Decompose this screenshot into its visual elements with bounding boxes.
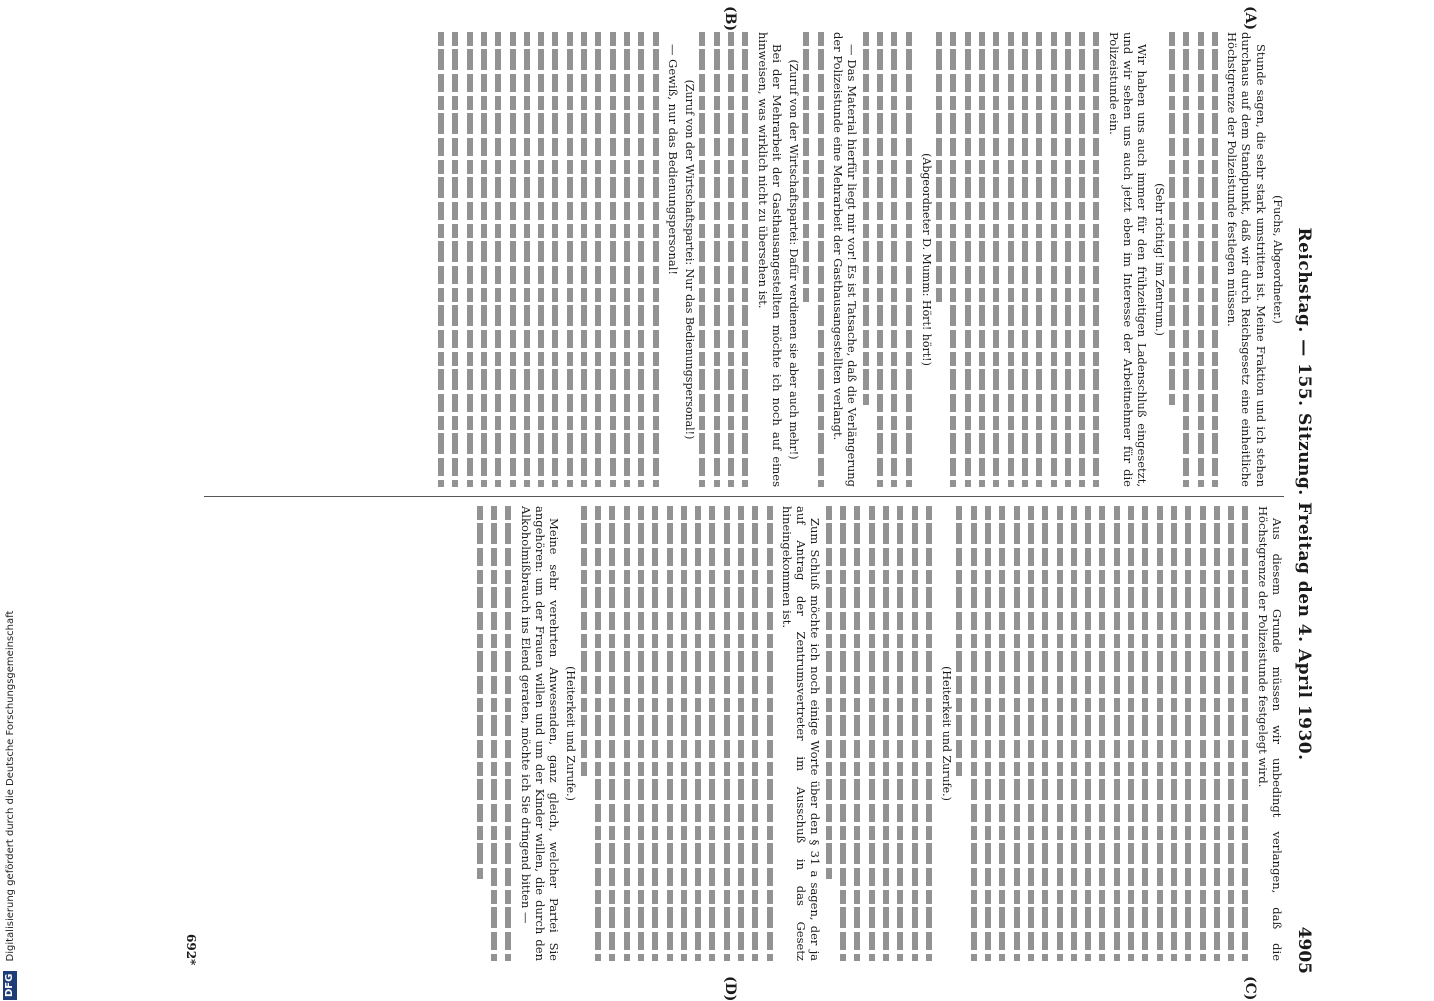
speaker-label: (Fuchs, Abgeordneter.) (1271, 195, 1284, 324)
text-line (1211, 506, 1225, 961)
text-line (1139, 506, 1153, 961)
text-line (710, 32, 724, 487)
text-line (1090, 32, 1104, 487)
text-line (1082, 506, 1096, 961)
text-line (1239, 506, 1253, 961)
text-line (578, 32, 592, 487)
text-line (506, 32, 520, 487)
text-line (435, 32, 449, 487)
interjection: (Heiterkeit und Zurufe.) (564, 666, 578, 801)
text-line (535, 32, 549, 487)
dfg-logo-icon: DFG (3, 971, 17, 1000)
text-line (749, 506, 763, 961)
page-number: 4905 (1294, 926, 1314, 974)
text-line (635, 506, 649, 961)
margin-marker-d: (D) (722, 976, 738, 1001)
text-line (1125, 506, 1139, 961)
margin-marker-b: (B) (722, 6, 738, 32)
text-line (706, 506, 720, 961)
text-line (982, 506, 996, 961)
text-line (463, 32, 477, 487)
right-column (473, 506, 1284, 961)
text-line (908, 506, 922, 961)
text-line (473, 506, 487, 879)
interjection: (Heiterkeit und Zurufe.) (940, 666, 954, 801)
text-line (880, 506, 894, 961)
text-line (1110, 506, 1124, 961)
text-line (961, 32, 975, 487)
margin-marker-c: (C) (1242, 976, 1258, 1001)
text-line (663, 506, 677, 961)
text-line (865, 506, 879, 961)
text-line (521, 32, 535, 487)
text-line (859, 32, 873, 405)
text-line (1194, 32, 1208, 487)
text-line (692, 506, 706, 961)
column-divider (204, 496, 1284, 497)
text-line (888, 32, 902, 487)
text-line (478, 32, 492, 487)
text-line (763, 506, 777, 961)
text-line (621, 32, 635, 487)
rotated-page (118, 6, 1318, 1001)
text-line (967, 506, 981, 961)
right-paragraph-1: Aus diesem Grunde müssen wir unbedingt verlangen, daß die Höchstgrenze der Polizeistunde festgelegt wird. (1255, 506, 1284, 961)
interjection: (Zuruf von der Wirtschaftspartei: Dafür verdienen sie aber auch mehr!) (787, 59, 801, 460)
page-header (1288, 14, 1318, 974)
text-line (947, 32, 961, 487)
text-line (488, 506, 502, 961)
text-line (1004, 32, 1018, 487)
text-line (1076, 32, 1090, 487)
text-line (620, 506, 634, 961)
signature-mark: 692* (184, 934, 198, 966)
left-paragraph-5: — Gewiß, nur das Bedienungspersonal! (665, 44, 680, 276)
text-line (492, 32, 506, 487)
text-line (851, 506, 865, 961)
text-line (1039, 506, 1053, 961)
text-line (549, 32, 563, 487)
left-paragraph-3: — Das Material hierfür liegt mir vor! Es ist Tatsache, daß die Verlängerung der Polizeistunde eine Mehrarbeit der Gasthausangestellten verlangt. (831, 32, 860, 487)
text-line (1182, 506, 1196, 961)
text-line (1153, 506, 1167, 961)
text-line (953, 506, 967, 779)
text-line (725, 32, 739, 487)
text-line (800, 32, 814, 305)
text-line (577, 506, 591, 779)
left-paragraph-4: Bei der Mehrarbeit der Gasthausangestellten möchte ich noch auf eines hinweisen, was wirklich nicht zu übersehen ist. (755, 32, 784, 487)
text-line (1068, 506, 1082, 961)
text-line (837, 506, 851, 961)
text-line (894, 506, 908, 961)
text-line (1168, 506, 1182, 961)
text-line (649, 506, 663, 961)
left-column (435, 32, 1284, 487)
text-line (976, 32, 990, 487)
right-paragraph-3: Meine sehr verehrten Anwesenden, ganz gleich, welcher Partei Sie angehören: um der Frauen willen und um der Kinder willen, die durch den Alkoholmißbrauch ins Elend geraten, möchte ich Sie dringend bitten — (518, 506, 562, 961)
text-line (1062, 32, 1076, 487)
text-line (1053, 506, 1067, 961)
digitization-note: Digitalisierung gefördert durch die Deutsche Forschungsgemeinschaft (5, 610, 16, 962)
text-line (996, 506, 1010, 961)
header-title: Reichstag. — 155. Sitzung. Freitag den 4. April 1930. (1294, 227, 1314, 761)
interjection: (Abgeordneter D. Mumm: Hört! hört!) (919, 153, 933, 366)
text-line (1096, 506, 1110, 961)
text-line (1047, 32, 1061, 487)
margin-marker-a: (A) (1242, 6, 1258, 31)
text-line (563, 32, 577, 487)
text-line (990, 32, 1004, 487)
text-line (933, 32, 947, 305)
text-line (1196, 506, 1210, 961)
text-line (902, 32, 916, 487)
text-line (874, 32, 888, 487)
left-paragraph-1: Stunde sagen, die sehr stark umstritten ist. Meine Fraktion und ich stehen durchaus auf dem Standpunkt, daß wir durch Reichsgesetz eine einheitliche Höchstgrenze der Polizeistunde festlegen müssen. (1225, 32, 1268, 487)
text-line (606, 32, 620, 487)
digitization-sidebar (2, 0, 20, 1000)
text-line (823, 506, 837, 879)
text-line (635, 32, 649, 487)
text-line (1166, 32, 1180, 405)
text-line (502, 506, 516, 961)
text-line (1209, 32, 1223, 487)
text-line (1010, 506, 1024, 961)
interjection: (Sehr richtig! im Zentrum.) (1152, 183, 1166, 336)
text-line (592, 32, 606, 487)
text-line (735, 506, 749, 961)
text-line (649, 32, 663, 487)
text-line (1033, 32, 1047, 487)
text-line (606, 506, 620, 961)
text-line (1180, 32, 1194, 487)
text-line (1019, 32, 1033, 487)
text-line (696, 32, 710, 487)
text-line (720, 506, 734, 961)
text-line (592, 506, 606, 961)
text-line (449, 32, 463, 487)
right-paragraph-2: Zum Schluß möchte ich noch einige Worte über den § 31 a sagen, der ja auf Antrag der Zentrumsvertreter im Ausschuß in das Gesetz hineingekommen ist. (779, 506, 823, 961)
text-line (1225, 506, 1239, 961)
text-line (678, 506, 692, 961)
text-line (923, 506, 937, 961)
text-line (815, 32, 829, 487)
text-line (1025, 506, 1039, 961)
left-paragraph-2: Wir haben uns auch immer für den frühzeitigen Ladenschluß eingesetzt, und wir sehen uns auch jetzt eben im Interesse der Arbeitnehmer für die Polizeistunde ein. (1106, 32, 1150, 487)
interjection: (Zuruf von der Wirtschaftspartei: Nur das Bedienungspersonal!) (683, 79, 697, 440)
text-line (739, 32, 753, 487)
